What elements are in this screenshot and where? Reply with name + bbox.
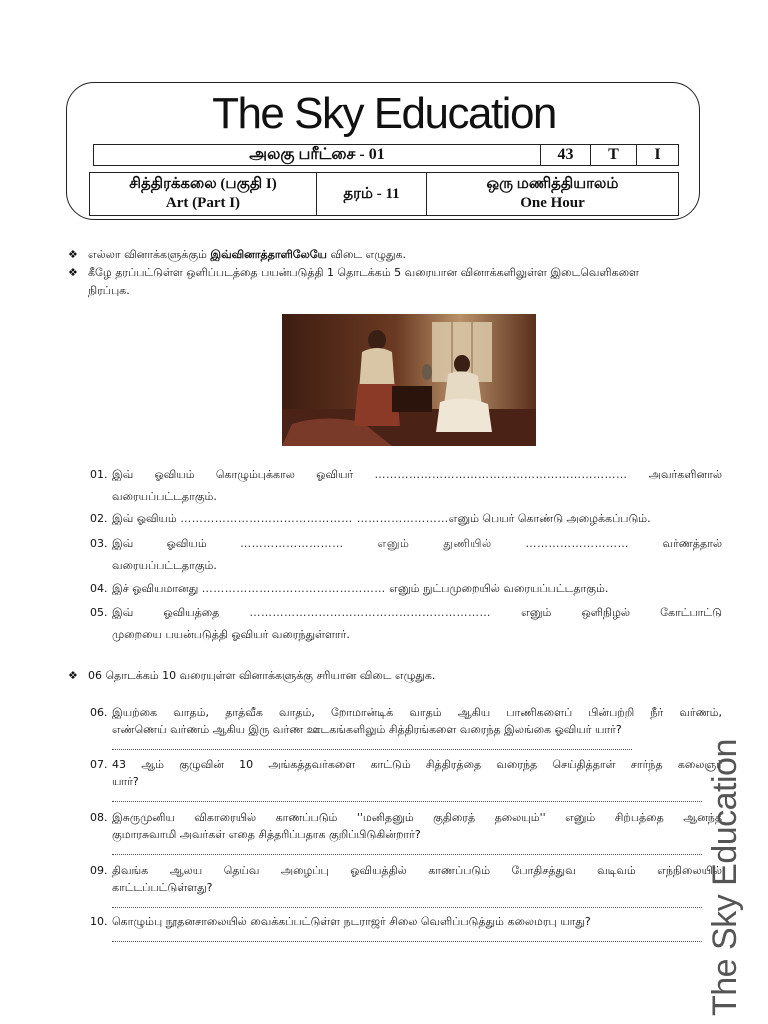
painting-image	[282, 314, 536, 446]
instruction-3: ❖ 06 தொடக்கம் 10 வரையுள்ள வினாக்களுக்கு சரியான விடை எழுதுக.	[68, 667, 435, 685]
question-08: 08. இசுருமுனிய விகாரையில் காணப்படும் ''மனிதனும் குதிரைத் தலையும்'' எனும் சிற்பத்தை ஆனந்த குமாரசுவாமி அவர்கள் எதை சித்தரிப்பதாக குறிப்பிடுகின்றார்?	[90, 809, 722, 855]
question-01: 01. இவ் ஓவியம் கொழும்புக்கால ஓவியர் ………………………………………………………… அவர்களினால் வரையப்பட்டதாகும்.	[90, 468, 722, 503]
answer-blank[interactable]: ……………………… எனும் துணியில் ………………………	[240, 537, 630, 550]
question-09: 09. திவங்க ஆலய தெய்வ அழைப்பு ஓவியத்தில் காணப்படும் போதிசத்துவ வடிவம் எந்நிலையில் காட்டப்பட்டுள்ளது?	[90, 862, 722, 908]
answer-line[interactable]	[112, 790, 702, 802]
subject-en: Art (Part I)	[165, 195, 241, 211]
question-04: 04. இச் ஓவியமானது ………………………………………… எனும் நுட்பமுறையில் வரையப்பட்டதாகும்.	[90, 582, 609, 595]
exam-info-row	[93, 144, 679, 166]
answer-line[interactable]	[112, 738, 632, 750]
answer-line[interactable]	[112, 896, 702, 908]
question-05: 05. இவ் ஓவியத்தை ……………………………………………………… எனும் ஒளிநிழல் கோட்பாட்டு முறையை பயன்படுத்தி ஓவியர் வரைந்துள்ளார்.	[90, 606, 722, 641]
diamond-bullet-icon: ❖	[68, 669, 78, 682]
answer-blank[interactable]: …………………………………………………………	[374, 468, 628, 481]
grade: தரம் - 11	[343, 185, 400, 202]
side-brand-watermark: The Sky Education	[706, 739, 744, 1016]
exam-medium: T	[590, 145, 636, 165]
duration-en: One Hour	[520, 195, 585, 211]
subject-row	[89, 172, 679, 216]
instruction-1: ❖ எல்லா வினாக்களுக்கும் இவ்வினாத்தாளிலேயே விடை எழுதுக.	[68, 246, 406, 264]
question-06: 06. இயற்கை வாதம், தாத்வீக வாதம், றோமான்டிக் வாதம் ஆகிய பாணிகளைப் பின்பற்றி நீர் வர்ணம், எண்ணெய் வர்ணம் ஆகிய இரு வர்ண ஊடகங்களிலும் சித்திரங்களை வரைந்த இலங்கை ஓவியர் யார்?	[90, 704, 722, 750]
question-07: 07. 43 ஆம் குழுவின் 10 அங்கத்தவர்களை காட்டும் சித்திரத்தை வரைந்த செய்தித்தாள் சார்ந்த கலைஞர் யார்?	[90, 756, 722, 802]
question-03: 03. இவ் ஓவியம் ……………………… எனும் துணியில் ……………………… வர்ணத்தால் வரையப்பட்டதாகும்.	[90, 537, 722, 572]
question-10: 10. கொழும்பு நூதனசாலையில் வைக்கப்பட்டுள்ள நடராஜர் சிலை வெளிப்படுத்தும் கலைமரபு யாது?	[90, 913, 722, 942]
answer-blank[interactable]: ……………………………………… ……………………	[180, 512, 449, 525]
answer-line[interactable]	[112, 843, 702, 855]
question-02: 02. இவ் ஓவியம் ……………………………………… ……………………எனும் பெயர் கொண்டு அழைக்கப்படும்.	[90, 512, 651, 525]
subject-ta: சித்திரக்கலை (பகுதி I)	[129, 176, 277, 192]
diamond-bullet-icon: ❖	[68, 266, 78, 279]
grade-cell	[316, 173, 426, 215]
diamond-bullet-icon: ❖	[68, 248, 78, 261]
answer-blank[interactable]: …………………………………………	[201, 582, 386, 595]
brand-title: The Sky Education	[212, 89, 556, 138]
exam-title: அலகு பரீட்சை - 01	[249, 146, 385, 163]
subject-cell	[90, 173, 316, 215]
duration-cell	[426, 173, 678, 215]
duration-ta: ஒரு மணித்தியாலம்	[486, 176, 619, 192]
exam-code: 43	[540, 145, 590, 165]
answer-line[interactable]	[112, 930, 702, 942]
exam-part: I	[636, 145, 678, 165]
instruction-2: ❖ கீழே தரப்பட்டுள்ள ஒளிப்படத்தை பயன்படுத்தி 1 தொடக்கம் 5 வரையான வினாக்களிலுள்ள இடைவெளிகளை நிரப்புக.	[68, 266, 639, 297]
answer-blank[interactable]: ………………………………………………………	[249, 606, 491, 619]
